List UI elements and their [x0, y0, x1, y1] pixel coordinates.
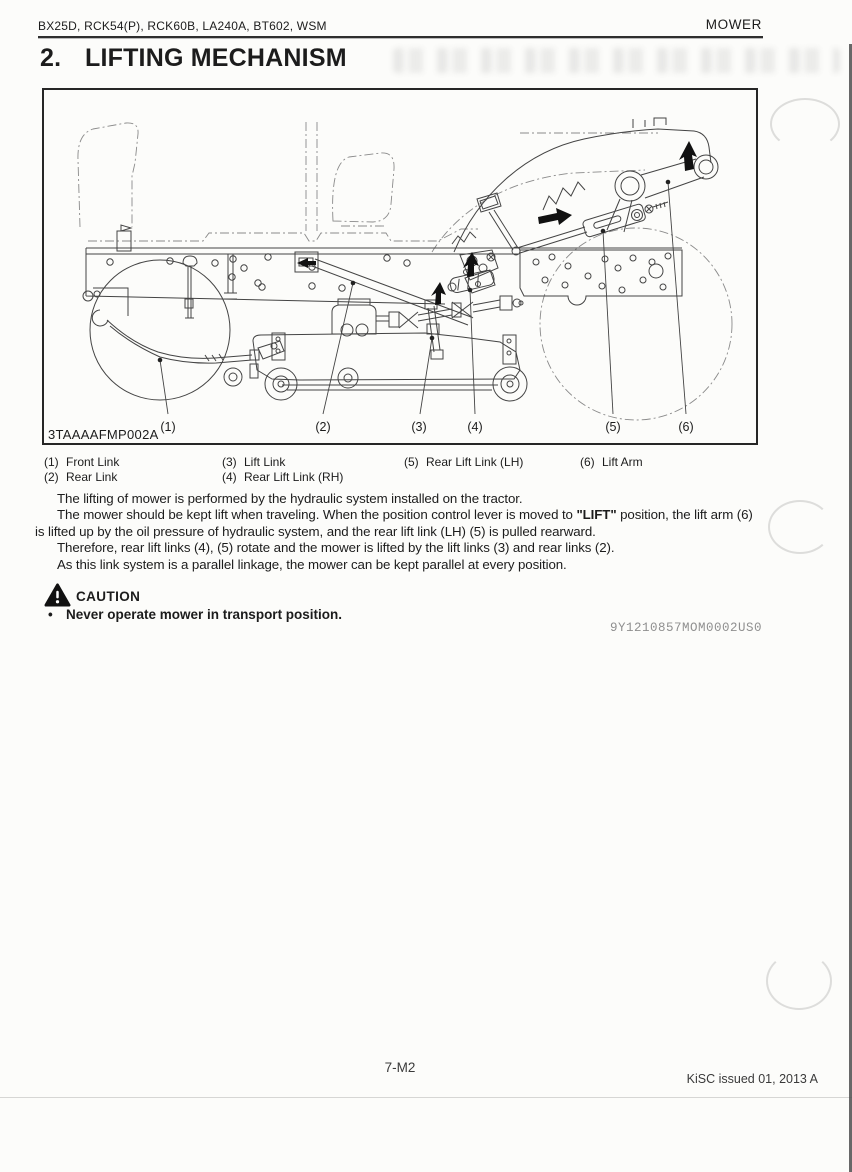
callout-label-2: (2)	[315, 420, 331, 434]
header-rule	[38, 36, 763, 39]
caution-bullet-text: Never operate mower in transport position.	[66, 607, 343, 622]
legend-num: (5)	[404, 455, 419, 469]
punch-hole-artifact	[766, 952, 832, 1010]
callout-label-5: (5)	[605, 420, 621, 434]
legend-num: (6)	[580, 455, 595, 469]
document-code: 9Y1210857MOM0002US0	[609, 621, 762, 635]
footer-rule	[0, 1097, 852, 1098]
body-text	[35, 491, 763, 573]
legend-label: Lift Link	[244, 455, 286, 469]
callout-label-1: (1)	[160, 420, 176, 434]
legend-label: Rear Lift Link (RH)	[244, 470, 344, 484]
paragraph-2	[35, 507, 763, 540]
bleed-through-artifact	[393, 48, 840, 73]
paragraph-1: The lifting of mower is performed by the hydraulic system installed on the tractor.	[57, 491, 523, 506]
legend-num: (2)	[44, 470, 59, 484]
callout-label-4: (4)	[467, 420, 483, 434]
legend-num: (1)	[44, 455, 59, 469]
callout-label-3: (3)	[411, 420, 427, 434]
p2-pre: The mower should be kept lift when traveling. When the position control lever is moved to	[57, 507, 577, 523]
legend-num: (4)	[222, 470, 237, 484]
p2-lift-bold: "LIFT"	[576, 507, 617, 523]
punch-hole-artifact	[770, 98, 840, 150]
bullet-dot: •	[48, 607, 53, 622]
legend-item-3	[222, 455, 285, 469]
paragraph-3: Therefore, rear lift links (4), (5) rotate and the mower is lifted by the lift links (3) and rear links (2).	[57, 540, 615, 556]
page-title	[40, 44, 347, 73]
legend-item-1	[44, 455, 119, 469]
p2-post: position, the lift arm (6) is lifted up by the oil pressure of hydraulic system, and the rear lift link (LH) (5) is pulled rearward.	[35, 507, 753, 539]
warning-triangle-icon	[44, 583, 71, 608]
figure-code: 3TAAAAFMP002A	[48, 427, 159, 442]
legend-num: (3)	[222, 455, 237, 469]
header-models: BX25D, RCK54(P), RCK60B, LA240A, BT602, WSM	[38, 19, 327, 33]
issue-note: KiSC issued 01, 2013 A	[686, 1072, 818, 1086]
callout-label-6: (6)	[678, 420, 694, 434]
section-number: 2.	[40, 44, 62, 72]
lifting-mechanism-diagram	[44, 90, 754, 441]
motion-arrows	[297, 141, 697, 305]
punch-hole-artifact	[768, 500, 832, 554]
header-section: MOWER	[705, 17, 762, 32]
legend-item-4	[222, 470, 343, 484]
legend-item-6	[580, 455, 643, 469]
legend-item-5	[404, 455, 523, 469]
section-title-text: LIFTING MECHANISM	[85, 44, 347, 72]
legend-label: Lift Arm	[602, 455, 643, 469]
legend-label: Rear Link	[66, 470, 118, 484]
legend-item-2	[44, 470, 117, 484]
figure-frame	[42, 88, 758, 445]
legend-label: Front Link	[66, 455, 120, 469]
paragraph-4: As this link system is a parallel linkage, the mower can be kept parallel at every position.	[57, 556, 567, 572]
caution-bullet	[48, 607, 342, 622]
page-number: 7-M2	[384, 1060, 416, 1075]
legend-label: Rear Lift Link (LH)	[426, 455, 524, 469]
caution-heading: CAUTION	[76, 589, 141, 604]
